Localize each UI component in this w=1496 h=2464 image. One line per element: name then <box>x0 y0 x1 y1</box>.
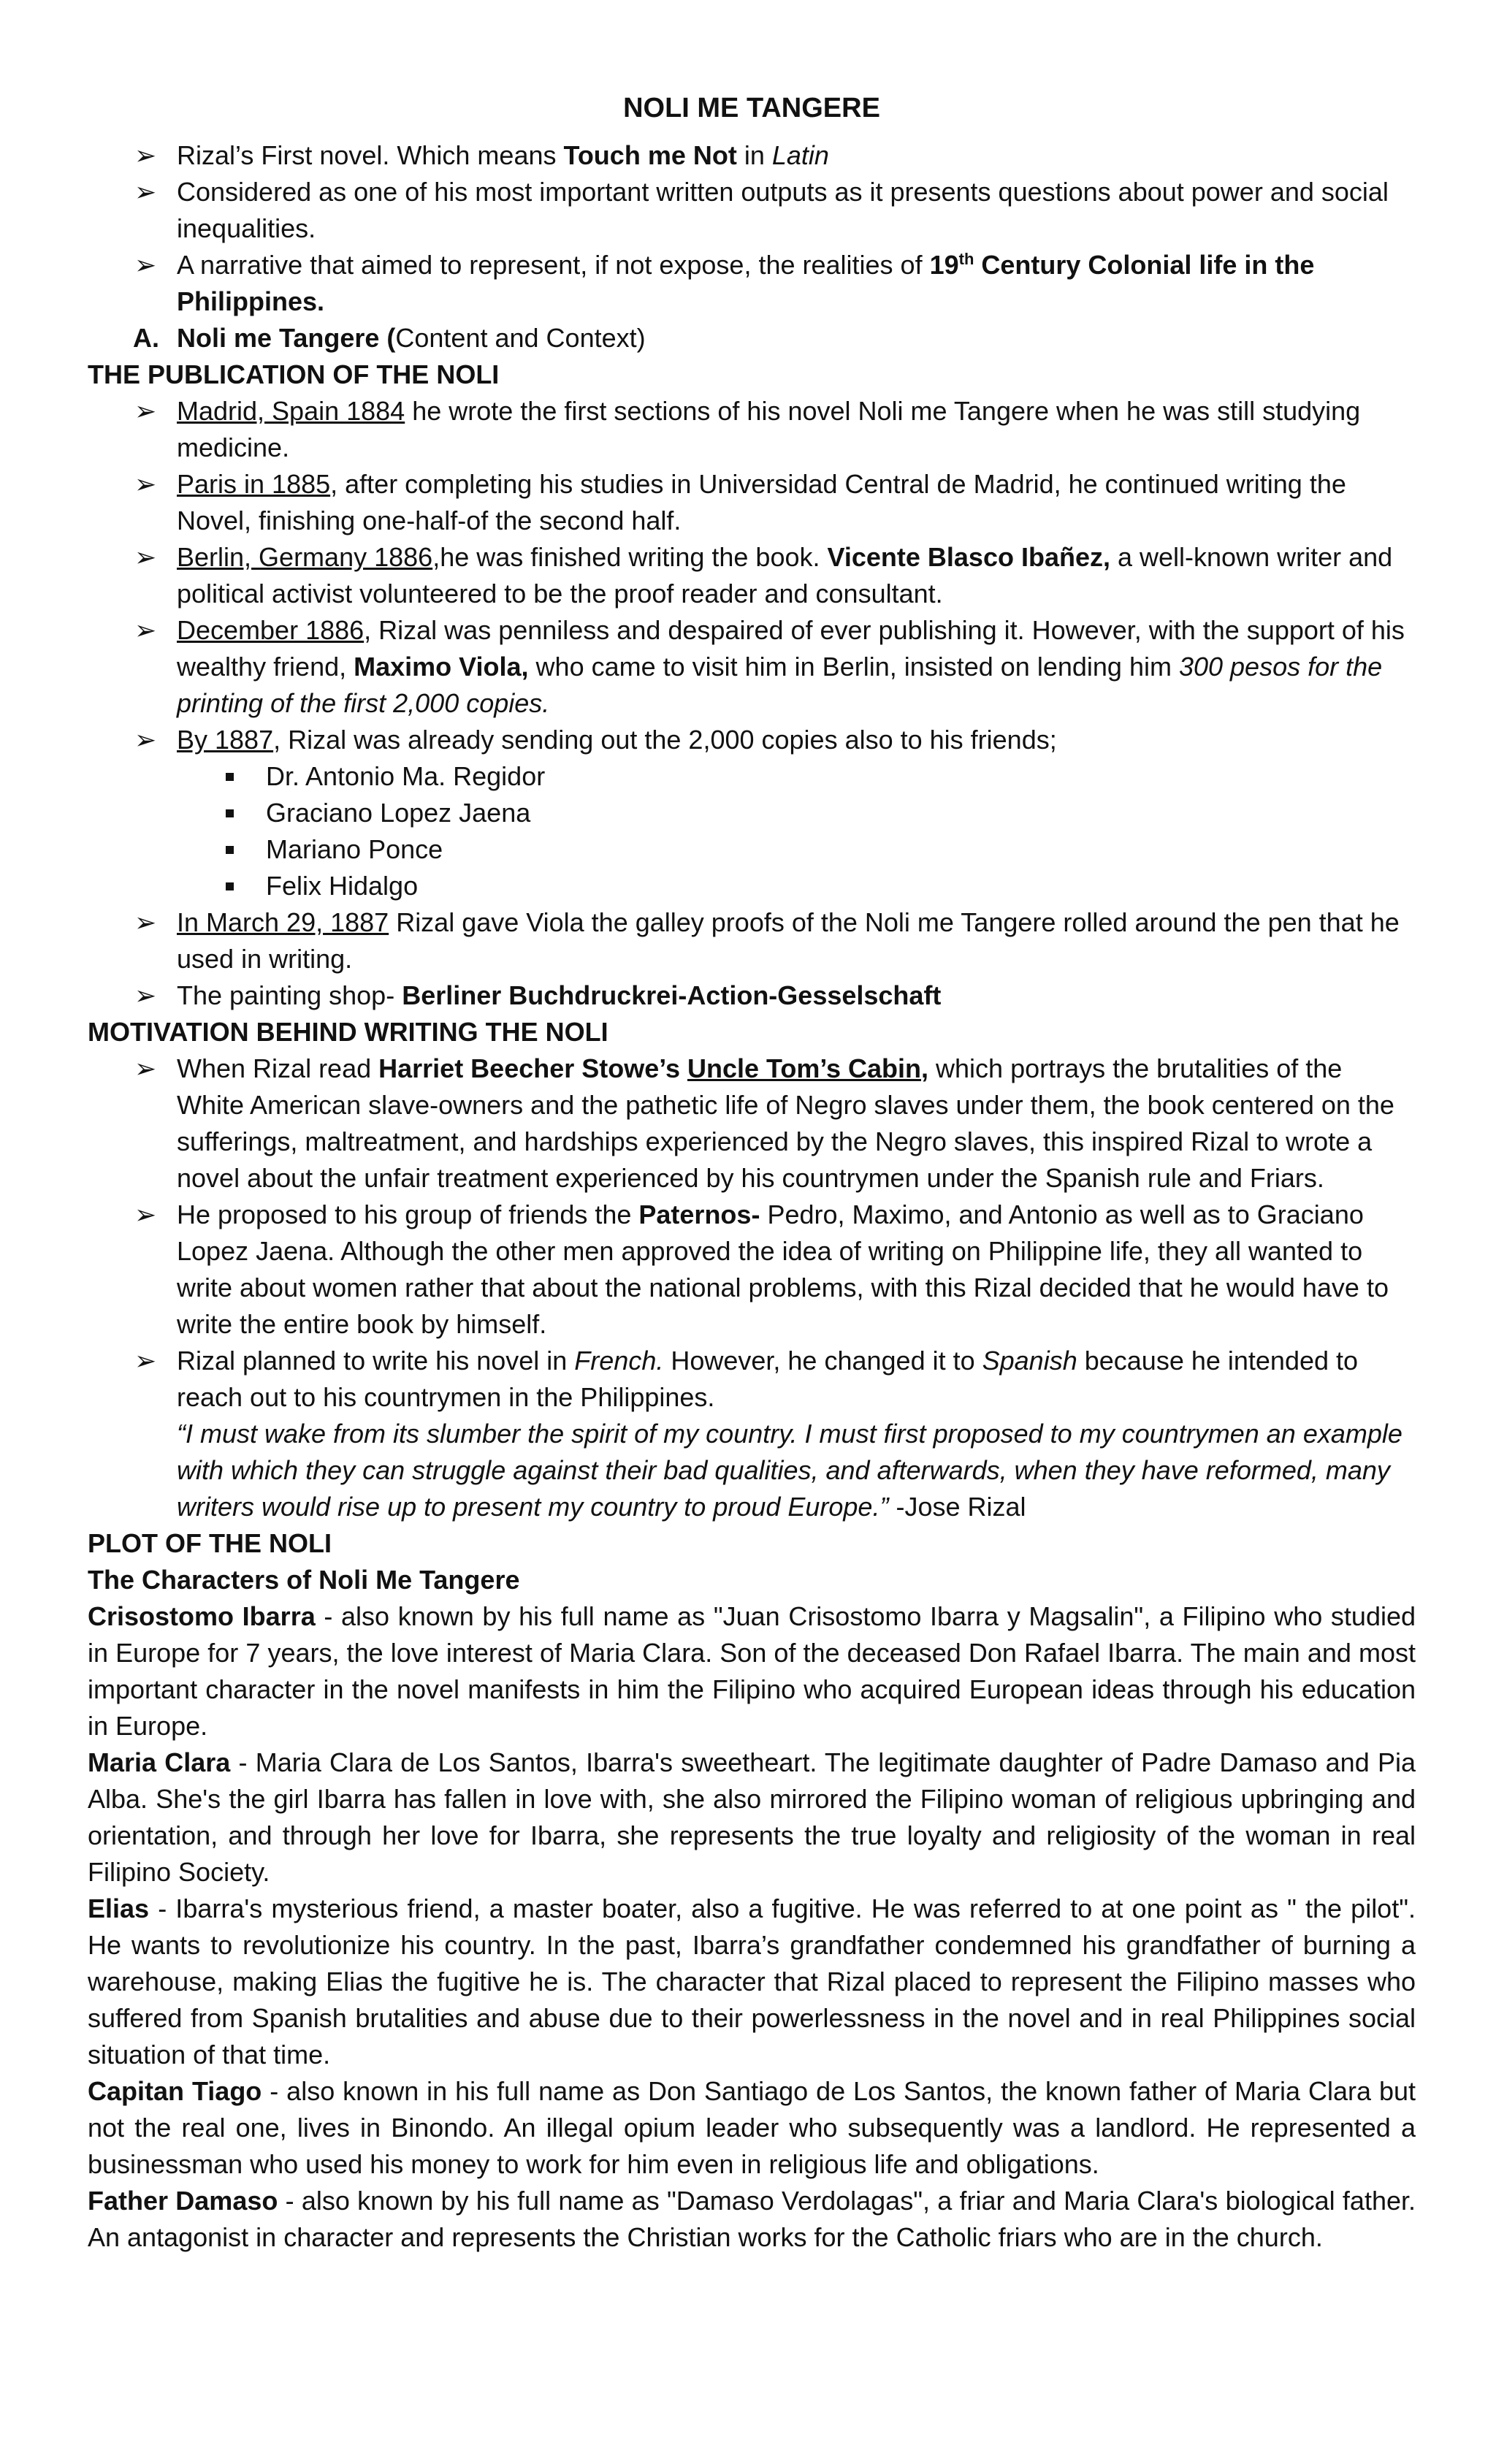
list-item: ➢ A narrative that aimed to represent, if not expose, the realities of 19th Century Colonial life in the Philippines. <box>177 247 1416 320</box>
list-item: ➢ Considered as one of his most important written outputs as it presents questions about power and social inequalities. <box>177 174 1416 247</box>
character-name: Capitan Tiago <box>88 2076 262 2106</box>
list-item: ➢ By 1887, Rizal was already sending out the 2,000 copies also to his friends; Dr. Antonio Ma. Regidor Graciano Lopez Jaena Mariano Ponce Felix Hidalgo <box>177 722 1416 904</box>
friends-list <box>177 758 1416 904</box>
arrowhead-bullet-icon: ➢ <box>134 615 157 645</box>
arrowhead-bullet-icon: ➢ <box>134 542 157 572</box>
arrowhead-bullet-icon: ➢ <box>134 250 157 280</box>
square-bullet-icon <box>226 809 234 817</box>
list-item: Felix Hidalgo <box>266 868 1416 904</box>
square-bullet-icon <box>226 773 234 781</box>
arrowhead-bullet-icon: ➢ <box>134 725 157 755</box>
arrowhead-bullet-icon: ➢ <box>134 980 157 1010</box>
plot-heading: PLOT OF THE NOLI <box>88 1528 332 1558</box>
arrowhead-bullet-icon: ➢ <box>134 1346 157 1376</box>
list-item: ➢ Rizal planned to write his novel in French. However, he changed it to Spanish because he intended to reach out to his countrymen in the Philippines. “I must wake from its slumber the spirit of my country. I must first proposed to my countrymen an example with which they can struggle against their bad qualities, and afterwards, when they have reformed, many writers would rise up to present my country to proud Europe.” -Jose Rizal <box>177 1343 1416 1525</box>
section-letter: A. <box>133 323 159 353</box>
section-a-heading: A. Noli me Tangere (Content and Context) <box>88 320 1416 356</box>
character-entry: Crisostomo Ibarra - also known by his full name as "Juan Crisostomo Ibarra y Magsalin", a Filipino who studied in Europe for 7 years, the love interest of Maria Clara. Son of the deceased Don Rafael Ibarra. The main and most important character in the novel manifests in him the Filipino who acquired European ideas through his education in Europe. <box>88 1601 1416 1741</box>
list-item: ➢ When Rizal read Harriet Beecher Stowe’s Uncle Tom’s Cabin, which portrays the brutalities of the White American slave-owners and the pathetic life of Negro slaves under them, the book centered on the sufferings, maltreatment, and hardships experienced by the Negro slaves, this inspired Rizal to wrote a novel about the unfair treatment experienced by his countrymen under the Spanish rule and Friars. <box>177 1050 1416 1197</box>
list-item: ➢ Berlin, Germany 1886,he was finished writing the book. Vicente Blasco Ibañez, a well-known writer and political activist volunteered to be the proof reader and consultant. <box>177 539 1416 612</box>
arrowhead-bullet-icon: ➢ <box>134 907 157 937</box>
character-entry: Capitan Tiago - also known in his full name as Don Santiago de Los Santos, the known father of Maria Clara but not the real one, lives in Binondo. An illegal opium leader who subsequently was a landlord. He represented a businessman who used his money to work for him even in religious life and obligations. <box>88 2076 1416 2179</box>
motivation-list <box>88 1050 1416 1525</box>
square-bullet-icon <box>226 846 234 854</box>
list-item: ➢ Madrid, Spain 1884 he wrote the first sections of his novel Noli me Tangere when he was still studying medicine. <box>177 393 1416 466</box>
arrowhead-bullet-icon: ➢ <box>134 396 157 426</box>
arrowhead-bullet-icon: ➢ <box>134 140 157 170</box>
square-bullet-icon <box>226 882 234 890</box>
publication-heading: THE PUBLICATION OF THE NOLI <box>88 359 500 389</box>
document-title: NOLI ME TANGERE <box>623 93 880 123</box>
arrowhead-bullet-icon: ➢ <box>134 469 157 499</box>
list-item: Mariano Ponce <box>266 831 1416 868</box>
quote-author: -Jose Rizal <box>888 1492 1026 1522</box>
rizal-quote: “I must wake from its slumber the spirit of my country. I must first proposed to my countrymen an example with which they can struggle against their bad qualities, and afterwards, when they have reformed, many writers would rise up to present my country to proud Europe.” <box>177 1419 1402 1522</box>
intro-list <box>88 137 1416 320</box>
list-item: ➢ In March 29, 1887 Rizal gave Viola the galley proofs of the Noli me Tangere rolled around the pen that he used in writing. <box>177 904 1416 977</box>
list-item: ➢ Rizal’s First novel. Which means Touch me Not in Latin <box>177 137 1416 174</box>
arrowhead-bullet-icon: ➢ <box>134 1053 157 1083</box>
character-entry: Maria Clara - Maria Clara de Los Santos, Ibarra's sweetheart. The legitimate daughter of Padre Damaso and Pia Alba. She's the girl Ibarra has fallen in love with, she also mirrored the Filipino woman of religious upbringing and orientation, and through her love for Ibarra, she represents the true loyalty and religiosity of the woman in real Filipino Society. <box>88 1747 1416 1887</box>
list-item: ➢ The painting shop- Berliner Buchdruckrei-Action-Gesselschaft <box>177 977 1416 1014</box>
list-item: Dr. Antonio Ma. Regidor <box>266 758 1416 795</box>
character-name: Crisostomo Ibarra <box>88 1601 316 1631</box>
character-name: Elias <box>88 1893 150 1923</box>
characters-subheading: The Characters of Noli Me Tangere <box>88 1565 520 1595</box>
list-item: ➢ He proposed to his group of friends the Paternos- Pedro, Maximo, and Antonio as well as to Graciano Lopez Jaena. Although the other men approved the idea of writing on Philippine life, they all wanted to write about women rather that about the national problems, with this Rizal decided that he would have to write the entire book by himself. <box>177 1197 1416 1343</box>
motivation-heading: MOTIVATION BEHIND WRITING THE NOLI <box>88 1017 608 1047</box>
list-item: Graciano Lopez Jaena <box>266 795 1416 831</box>
arrowhead-bullet-icon: ➢ <box>134 1199 157 1229</box>
character-name: Maria Clara <box>88 1747 231 1777</box>
character-entry: Elias - Ibarra's mysterious friend, a master boater, also a fugitive. He was referred to at one point as " the pilot". He wants to revolutionize his country. In the past, Ibarra’s grandfather condemned his grandfather of burning a warehouse, making Elias the fugitive he is. The character that Rizal placed to represent the Filipino masses who suffered from Spanish brutalities and abuse due to their powerlessness in the novel and in real Philippines social situation of that time. <box>88 1893 1416 2070</box>
arrowhead-bullet-icon: ➢ <box>134 177 157 207</box>
publication-list <box>88 393 1416 1014</box>
character-name: Father Damaso <box>88 2186 278 2216</box>
character-entry: Father Damaso - also known by his full name as "Damaso Verdolagas", a friar and Maria Clara's biological father. An antagonist in character and represents the Christian works for the Catholic friars who are in the church. <box>88 2186 1416 2252</box>
list-item: ➢ December 1886, Rizal was penniless and despaired of ever publishing it. However, with the support of his wealthy friend, Maximo Viola, who came to visit him in Berlin, insisted on lending him 300 pesos for the printing of the first 2,000 copies. <box>177 612 1416 722</box>
list-item: ➢ Paris in 1885, after completing his studies in Universidad Central de Madrid, he continued writing the Novel, finishing one-half-of the second half. <box>177 466 1416 539</box>
